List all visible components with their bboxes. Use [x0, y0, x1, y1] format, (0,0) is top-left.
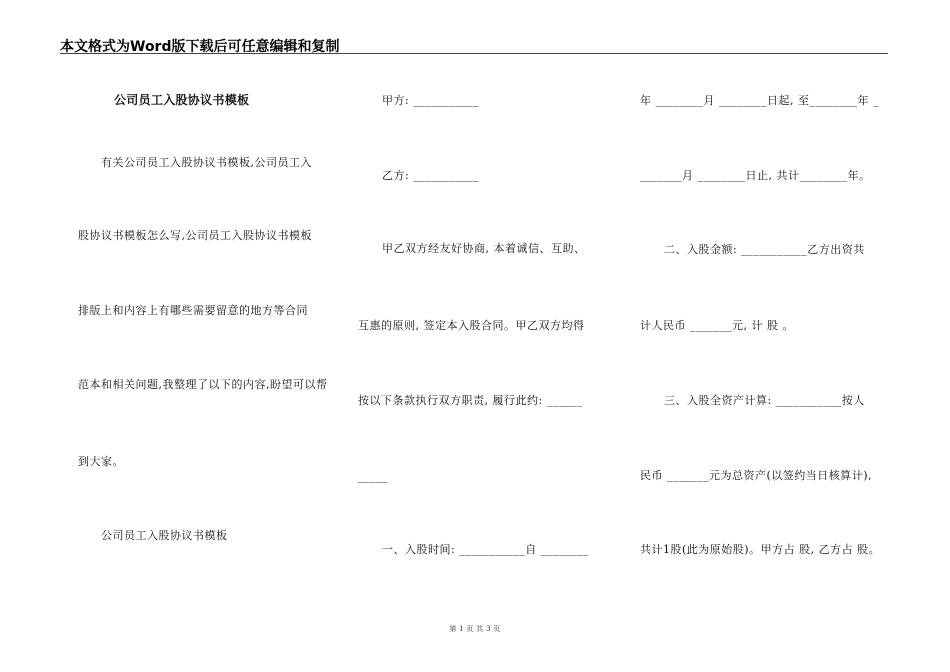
body-line: 范本和相关问题,我整理了以下的内容,盼望可以帮: [78, 378, 328, 391]
document-banner: 本文格式为Word版下载后可任意编辑和复制: [60, 39, 340, 55]
header-divider: [60, 53, 888, 54]
body-line: 计人民币 _______元, 计 股 。: [640, 319, 794, 332]
section-heading: 公司员工入股协议书模板: [101, 529, 228, 542]
body-line: 甲乙双方经友好协商, 本着诚信、互助、: [382, 242, 586, 255]
body-line: 排版上和内容上有哪些需要留意的地方等合同: [78, 304, 308, 317]
body-line: 共计1股(此为原始股)。甲方占 股, 乙方占 股。: [640, 543, 881, 556]
party-a-line: 甲方: ___________: [382, 94, 480, 107]
body-line: 到大家。: [78, 455, 124, 468]
body-line: 按以下条款执行双方职责, 履行此约: ______: [358, 394, 583, 407]
page-number: 第 1 页 共 3 页: [449, 625, 501, 633]
clause-two-line: 二、入股金额: ___________乙方出资共: [664, 243, 865, 256]
body-line: _______月 ________日止, 共计________年。: [640, 169, 871, 182]
document-title: 公司员工入股协议书模板: [114, 93, 250, 107]
clause-three-line: 三、入股全资产计算: ___________按人: [664, 394, 865, 407]
body-line: 互惠的原则, 签定本入股合同。甲乙双方均得: [358, 319, 585, 332]
body-line: 股协议书模板怎么写,公司员工入股协议书模板: [78, 229, 312, 242]
body-line: 民币 _______元为总资产(以签约当日核算计),: [640, 469, 873, 482]
clause-one-line: 一、入股时间: ___________自 ________: [382, 543, 589, 556]
body-line: 有关公司员工入股协议书模板,公司员工入: [101, 156, 312, 169]
party-b-line: 乙方: ___________: [382, 169, 480, 182]
body-line: 年 ________月 ________日起, 至________年 _: [640, 94, 879, 107]
body-line: _____: [358, 470, 388, 483]
